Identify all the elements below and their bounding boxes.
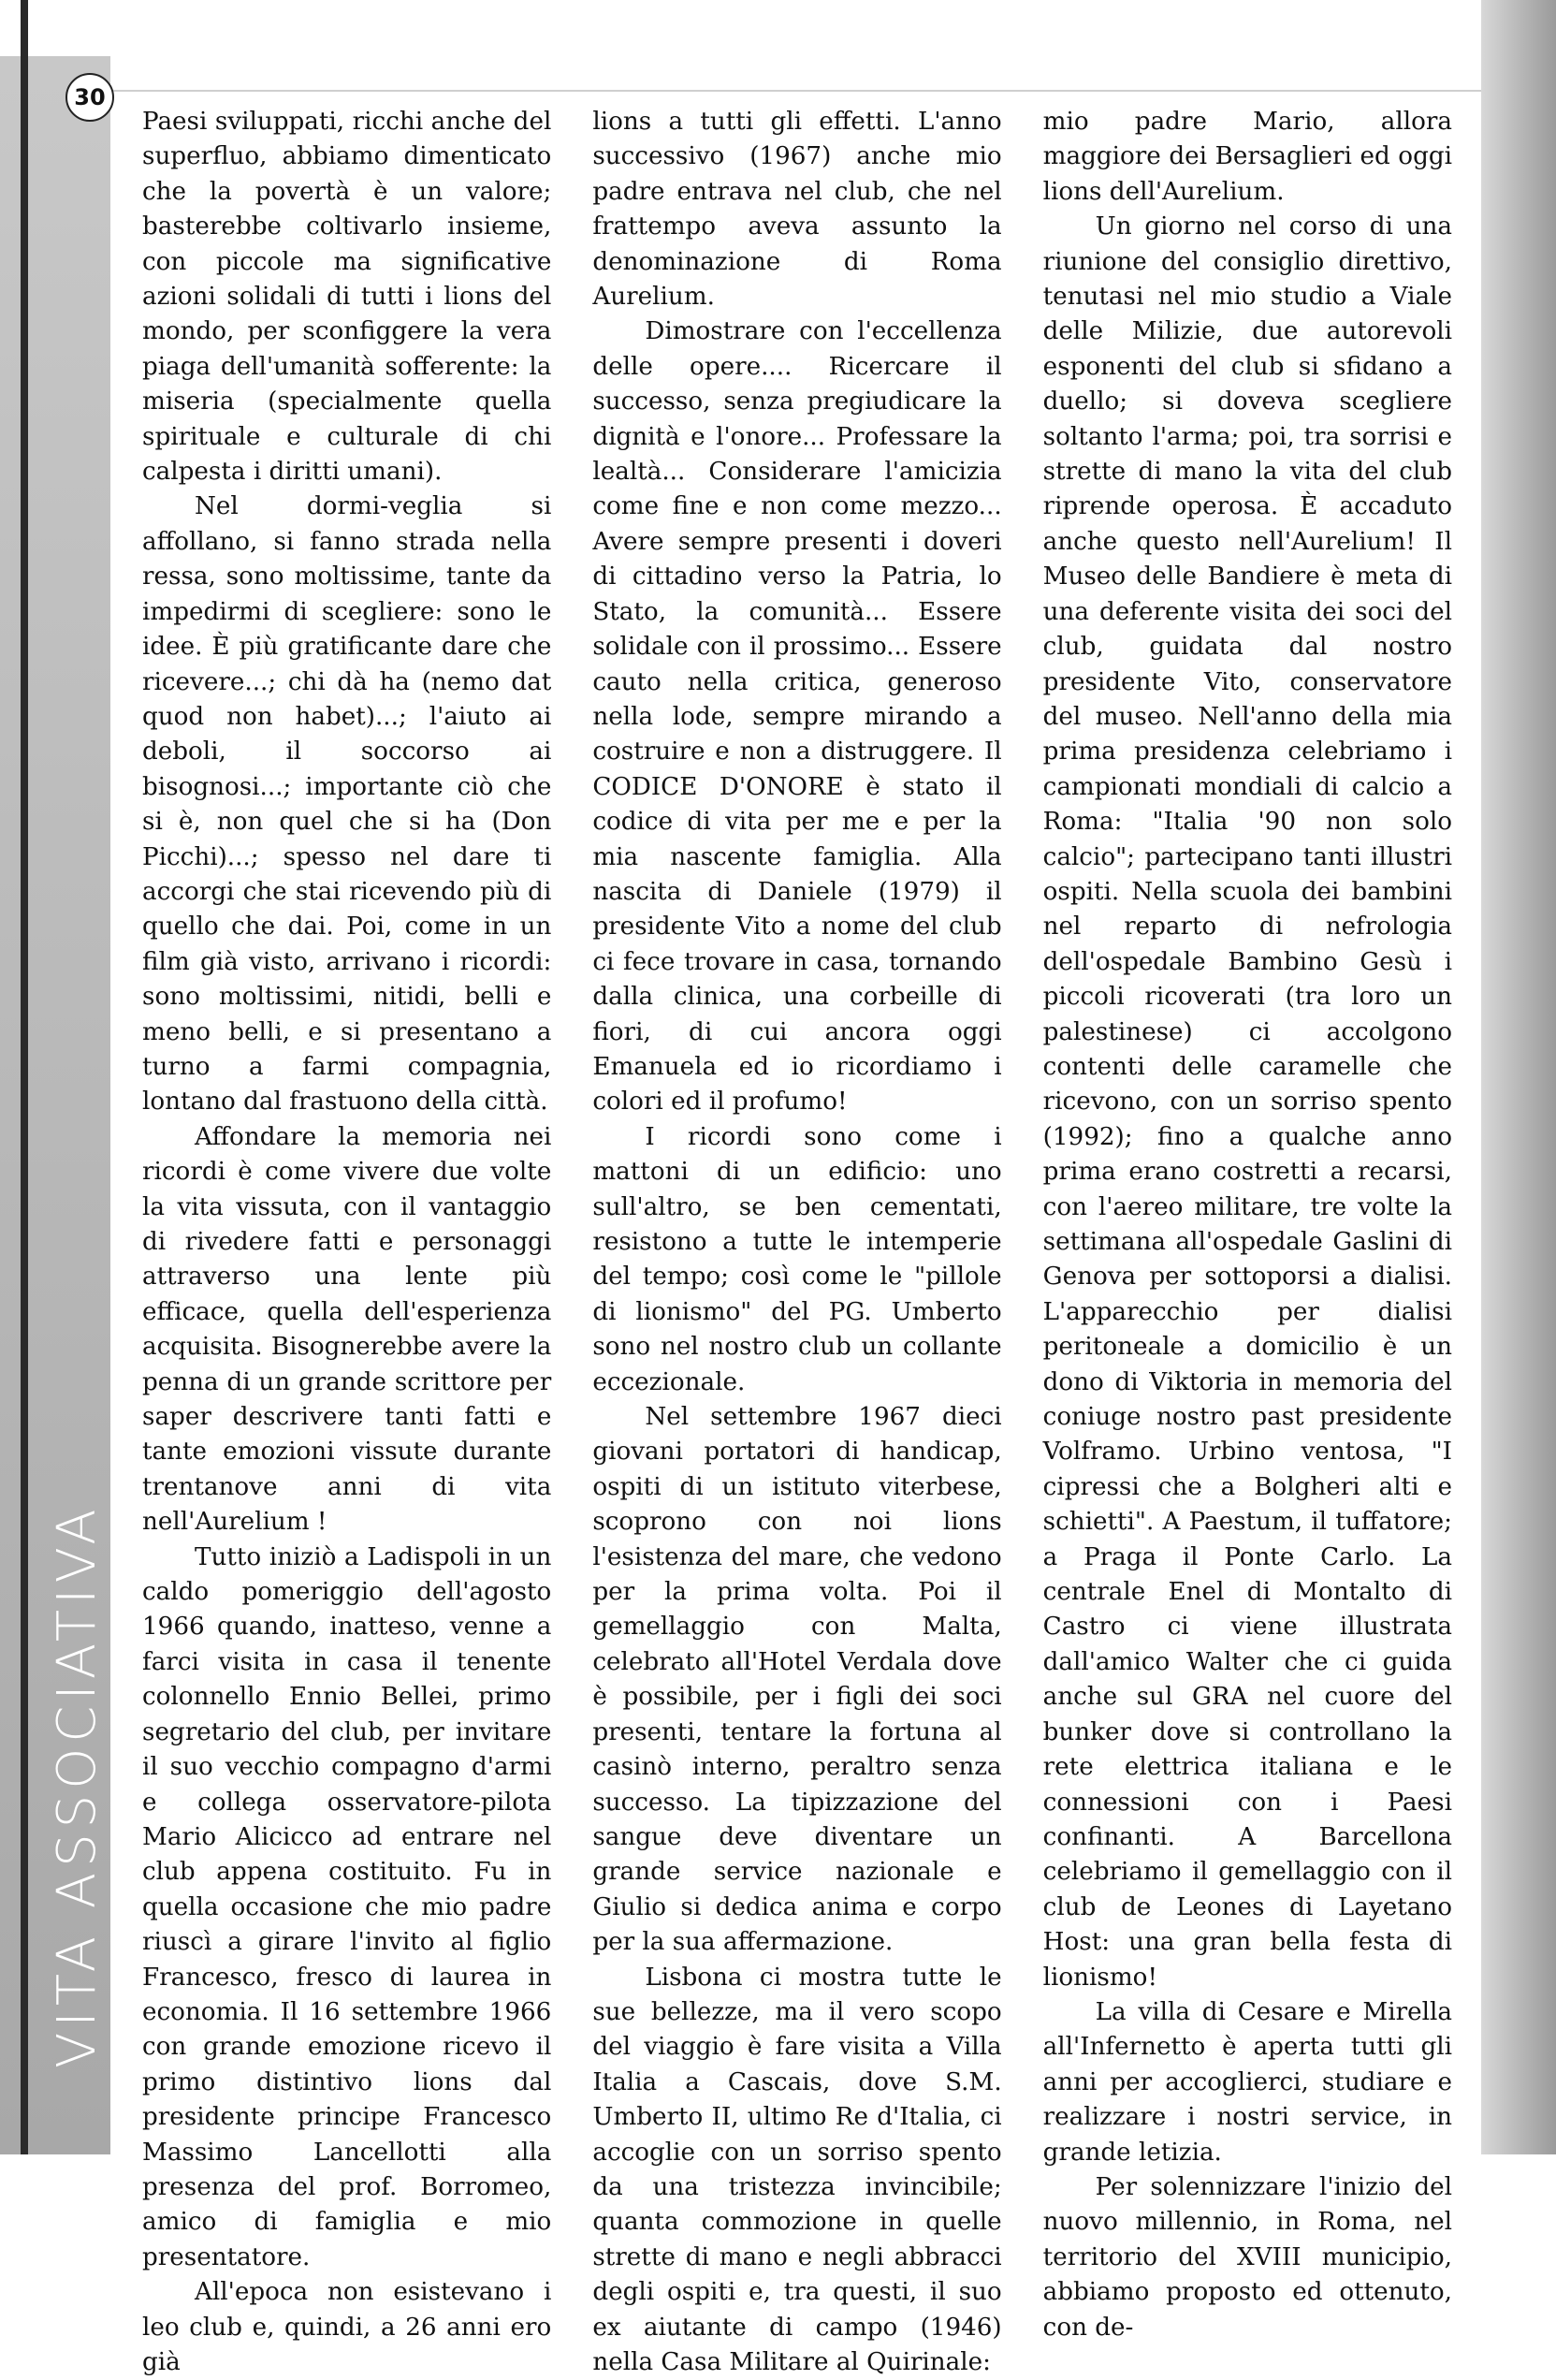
paragraph: I ricordi sono come i mattoni di un edificio: uno sull'altro, se ben cementati, resistono a tutte le intemperie del tempo; così come le "pillole di lionismo" del PG. Umberto sono nel nostro club un collante eccezionale. — [592, 1122, 1002, 1396]
column-2 — [592, 105, 1002, 2376]
paragraph: Un giorno nel corso di una riunione del consiglio direttivo, tenutasi nel mio studio a Viale delle Milizie, due autorevoli esponenti del club si sfidano a duello; si doveva scegliere soltanto l'arma; poi, tra sorrisi e strette di mano la vita del club riprende operosa. È accaduto anche questo nell'Aurelium! Il Museo delle Bandiere è meta di una deferente visita dei soci del club, guidata dal nostro presidente Vito, conservatore del museo. Nell'anno della mia prima presidenza celebriamo i campionati mondiali di calcio a Roma: "Italia '90 non solo calcio"; partecipano tanti illustri ospiti. Nella scuola dei bambini nel reparto di nefrologia dell'ospedale Bambino Gesù i piccoli ricoverati (tra loro un palestinese) ci accolgono contenti delle caramelle che ricevono, con un sorriso spento (1992); fino a qualche anno prima erano costretti a recarsi, con l'aereo militare, tre volte la settimana all'ospedale Gaslini di Genova per sottoporsi a dialisi. L'apparecchio per dialisi peritoneale a domicilio è un dono di Viktoria in memoria del coniuge nostro past presidente Volframo. Urbino ventosa, "I cipressi che a Bolgheri alti e schietti". A Paestum, il tuffatore; a Praga il Ponte Carlo. La centrale Enel di Montalto di Castro ci viene illustrata dall'amico Walter che ci guida anche sul GRA nel cuore del bunker dove si controllano la rete elettrica italiana e le connessioni con i Paesi confinanti. A Barcellona celebriamo il gemellaggio con il club de Leones di Layetano Host: una gran bella festa di lionismo! — [1042, 212, 1452, 1992]
paragraph: Tutto iniziò a Ladispoli in un caldo pomeriggio dell'agosto 1966 quando, inatteso, venne a farci visita in casa il tenente colonnello Ennio Bellei, primo segretario del club, per invitare il suo vecchio compagno d'armi e collega osservatore-pilota Mario Alicicco ad entrare nel club appena costituito. Fu in quella occasione che mio padre riuscì a girare l'invito al figlio Francesco, fresco di laurea in economia. Il 16 settembre 1966 con grande emozione ricevo il primo distintivo lions dal presidente principe Francesco Massimo Lancellotti alla presenza del prof. Borromeo, amico di famiglia e mio presentatore. — [142, 1542, 552, 2271]
paragraph: Lisbona ci mostra tutte le sue bellezze, ma il vero scopo del viaggio è fare visita a Villa Italia a Cascais, dove S.M. Umberto II, ultimo Re d'Italia, ci accoglie con un sorriso spento da una tristezza invincibile; quanta commozione in quelle strette di mano e negli abbracci degli ospiti e, tra questi, il suo ex aiutante di campo (1946) nella Casa Militare al Quirinale: — [592, 1963, 1002, 2376]
section-title: VITA ASSOCIATIVA — [47, 1503, 108, 2068]
paragraph: Nel dormi-veglia si affollano, si fanno strada nella ressa, sono moltissime, tante da impedirmi di scegliere: sono le idee. È più gratificante dare che ricevere...; chi dà ha (nemo dat quod non habet)...; l'aiuto ai deboli, il soccorso ai bisognosi...; importante ciò che si è, non quel che si ha (Don Picchi)...; spesso nel dare ti accorgi che stai ricevendo più di quello che dai. Poi, come in un film già visto, arrivano i ricordi: sono moltissimi, nitidi, belli e meno belli, e si presentano a turno a farmi compagnia, lontano dal frastuono della città. — [142, 492, 552, 1117]
header-rule — [110, 90, 1481, 92]
paragraph: Dimostrare con l'eccellenza delle opere.... Ricercare il successo, senza pregiudicare la dignità e l'onore... Professare la lealtà... Considerare l'amicizia come fine e non come mezzo... Avere sempre presenti i doveri di cittadino verso la Patria, lo Stato, la comunità... Essere solidale con il prossimo... Essere cauto nella critica, generoso nella lode, sempre mirando a costruire e non a distruggere. Il CODICE D'ONORE è stato il codice di vita per me e per la mia nascente famiglia. Alla nascita di Daniele (1979) il presidente Vito a nome del club ci fece trovare in casa, tornando dalla clinica, una corbeille di fiori, di cui ancora oggi Emanuela ed io ricordiamo i colori ed il profumo! — [592, 317, 1002, 1117]
paragraph: Per solennizzare l'inizio del nuovo millennio, in Roma, nel territorio del XVIII municipio, abbiamo proposto ed ottenuto, con de- — [1042, 2172, 1452, 2342]
paragraph: Paesi sviluppati, ricchi anche del superfluo, abbiamo dimenticato che la povertà è un valore; basterebbe coltivarlo insieme, con piccole ma significative azioni solidali di tutti i lions del mondo, per sconfiggere la vera piaga dell'umanità sofferente: la miseria (specialmente quella spirituale e culturale di chi calpesta i diritti umani). — [142, 108, 552, 487]
page-number: 30 — [65, 73, 114, 122]
column-3 — [1042, 105, 1452, 2342]
paragraph: Affondare la memoria nei ricordi è come vivere due volte la vita vissuta, con il vantaggio di rivedere fatti e personaggi attraverso una lente più efficace, quella dell'esperienza acquisita. Bisognerebbe avere la penna di un grande scrittore per saper descrivere tanti fatti e tante emozioni vissute durante trentanove anni di vita nell'Aurelium ! — [142, 1122, 552, 1537]
paragraph: Nel settembre 1967 dieci giovani portatori di handicap, ospiti di un istituto viterbese, scoprono con noi lions l'esistenza del mare, che vedono per la prima volta. Poi il gemellaggio con Malta, celebrato all'Hotel Verdala dove è possibile, per i figli dei soci presenti, tentare la fortuna al casinò interno, peraltro senza successo. La tipizzazione del sangue deve diventare un grande service nazionale e Giulio si dedica anima e corpo per la sua affermazione. — [592, 1403, 1002, 1957]
paragraph: All'epoca non esistevano i leo club e, quindi, a 26 anni ero già — [142, 2278, 552, 2376]
paragraph: La villa di Cesare e Mirella all'Infernetto è aperta tutti gli anni per accoglierci, studiare e realizzare i nostri service, in grande letizia. — [1042, 1997, 1452, 2167]
binding-edge — [21, 0, 28, 2154]
article-body — [142, 105, 1452, 2376]
column-1 — [142, 105, 552, 2376]
paragraph: mio padre Mario, allora maggiore dei Bersaglieri ed oggi lions dell'Aurelium. — [1042, 108, 1452, 206]
paragraph: lions a tutti gli effetti. L'anno successivo (1967) anche mio padre entrava nel club, che nel frattempo aveva assunto la denominazione di Roma Aurelium. — [592, 108, 1002, 312]
page-edge-shadow — [1481, 0, 1556, 2154]
